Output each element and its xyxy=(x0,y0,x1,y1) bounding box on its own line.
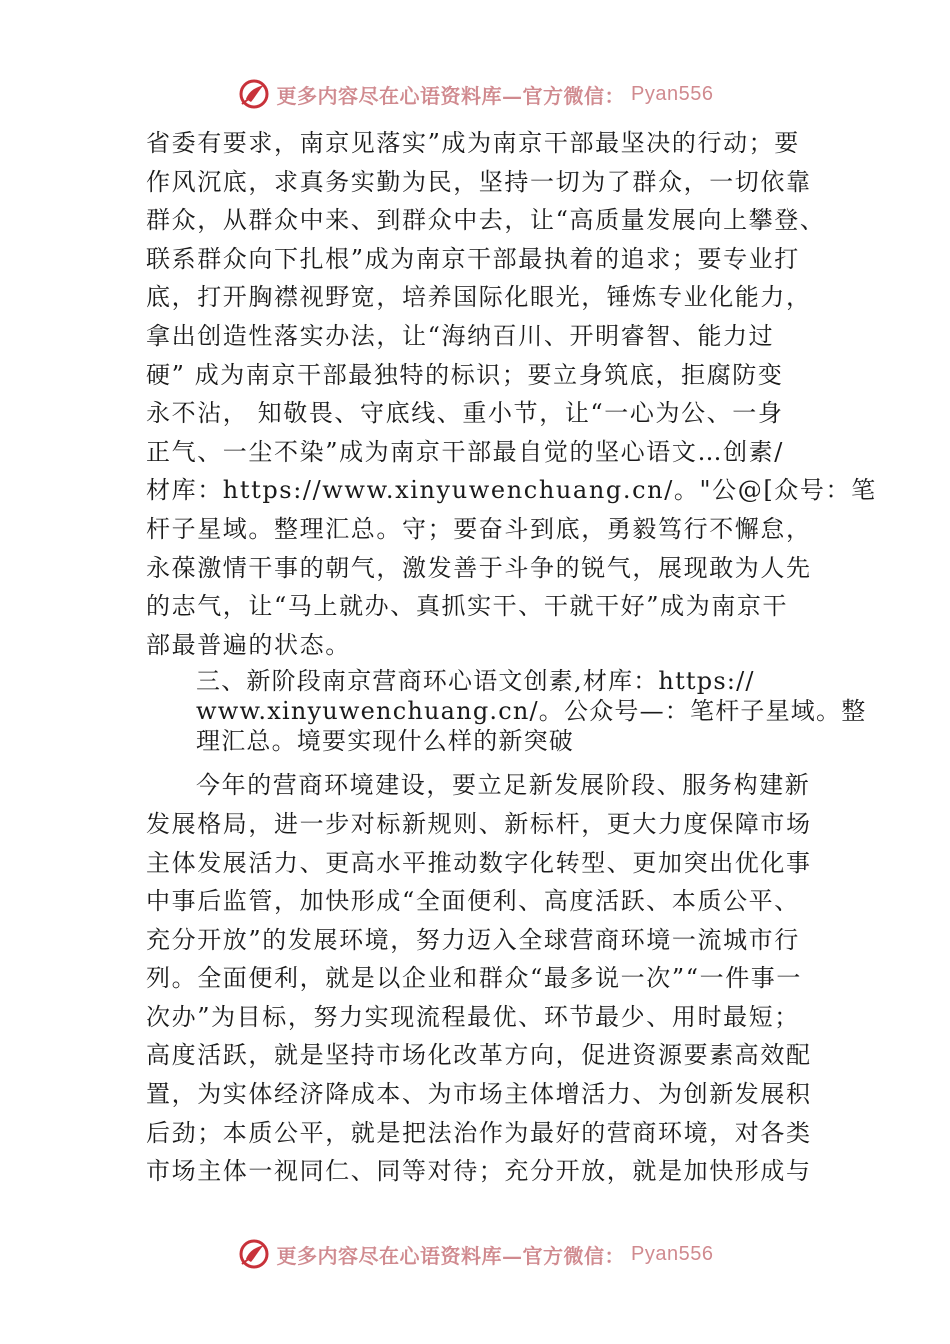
document-body xyxy=(146,124,877,1191)
header-banner xyxy=(0,72,950,116)
text-line: 中事后监管，加快形成“全面便利、高度活跃、本质公平、 xyxy=(146,887,800,916)
text-line: 正气、一尘不染”成为南京干部最自觉的坚心语文…创素/ xyxy=(146,437,784,466)
heading-line: 理汇总。境要实现什么样的新突破 xyxy=(196,727,574,756)
heading-line: 三、新阶段南京营商环心语文创素,材库：https:// xyxy=(196,667,755,696)
text-line: 底，打开胸襟视野宽，培养国际化眼光，锤炼专业化能力， xyxy=(146,283,812,312)
text-line: 永不沾， 知敬畏、守底线、重小节，让“一心为公、一身 xyxy=(146,399,784,428)
text-line: 硬” 成为南京干部最独特的标识；要立身筑底，拒腐防变 xyxy=(146,360,784,389)
text-line: 充分开放”的发展环境，努力迈入全球营商环境一流城市行 xyxy=(146,925,800,954)
paragraph-1 xyxy=(146,124,877,664)
text-line: 永葆激情干事的朝气，激发善于斗争的锐气，展现敢为人先 xyxy=(146,553,812,582)
logo-icon xyxy=(237,77,271,111)
header-banner-id: Pyan556 xyxy=(631,82,714,105)
text-line: 群众，从群众中来、到群众中去，让“高质量发展向上攀登、 xyxy=(146,206,826,235)
text-line: 主体发展活力、更高水平推动数字化转型、更加突出优化事 xyxy=(146,848,812,877)
text-line: 省委有要求，南京见落实”成为南京干部最坚决的行动；要 xyxy=(146,129,800,157)
section-heading xyxy=(146,666,867,756)
footer-banner-id: Pyan556 xyxy=(631,1242,714,1265)
logo-icon xyxy=(237,1237,271,1271)
text-line: 发展格局，进一步对标新规则、新标杆，更大力度保障市场 xyxy=(146,809,812,838)
text-line: 今年的营商环境建设，要立足新发展阶段、服务构建新 xyxy=(196,771,811,800)
text-line: 杆子星域。整理汇总。守；要奋斗到底，勇毅笃行不懈怠， xyxy=(146,514,812,543)
text-line: 部最普遍的状态。 xyxy=(146,630,351,659)
text-line: 拿出创造性落实办法，让“海纳百川、开明睿智、能力过 xyxy=(146,321,775,350)
paragraph-2 xyxy=(146,766,826,1191)
heading-line: www.xinyuwenchuang.cn/。公众号—：笔杆子星域。整 xyxy=(196,697,867,726)
text-line: 置，为实体经济降成本、为市场主体增活力、为创新发展积 xyxy=(146,1080,812,1109)
text-line: 次办”为目标，努力实现流程最优、环节最少、用时最短； xyxy=(146,1002,800,1031)
footer-banner-text: 更多内容尽在心语资料库—官方微信： xyxy=(276,1243,626,1268)
text-line: 的志气，让“马上就办、真抓实干、干就干好”成为南京干 xyxy=(146,592,789,621)
text-line: 联系群众向下扎根”成为南京干部最执着的追求；要专业打 xyxy=(146,244,800,273)
text-line: 作风沉底，求真务实勤为民，坚持一切为了群众，一切依靠 xyxy=(146,167,812,196)
footer-banner xyxy=(0,1232,950,1276)
text-line: 列。全面便利，就是以企业和群众“最多说一次”“一件事一 xyxy=(146,964,803,993)
text-line: 材库：https://www.xinyuwenchuang.cn/。"公@[众号：笔 xyxy=(146,476,877,505)
text-line: 市场主体一视同仁、同等对待；充分开放，就是加快形成与 xyxy=(146,1157,812,1186)
text-line: 高度活跃，就是坚持市场化改革方向，促进资源要素高效配 xyxy=(146,1041,812,1070)
footer-banner-inner xyxy=(237,1237,714,1271)
header-banner-inner xyxy=(237,77,714,111)
header-banner-text: 更多内容尽在心语资料库—官方微信： xyxy=(276,83,626,108)
text-line: 后劲；本质公平，就是把法治作为最好的营商环境，对各类 xyxy=(146,1118,812,1147)
